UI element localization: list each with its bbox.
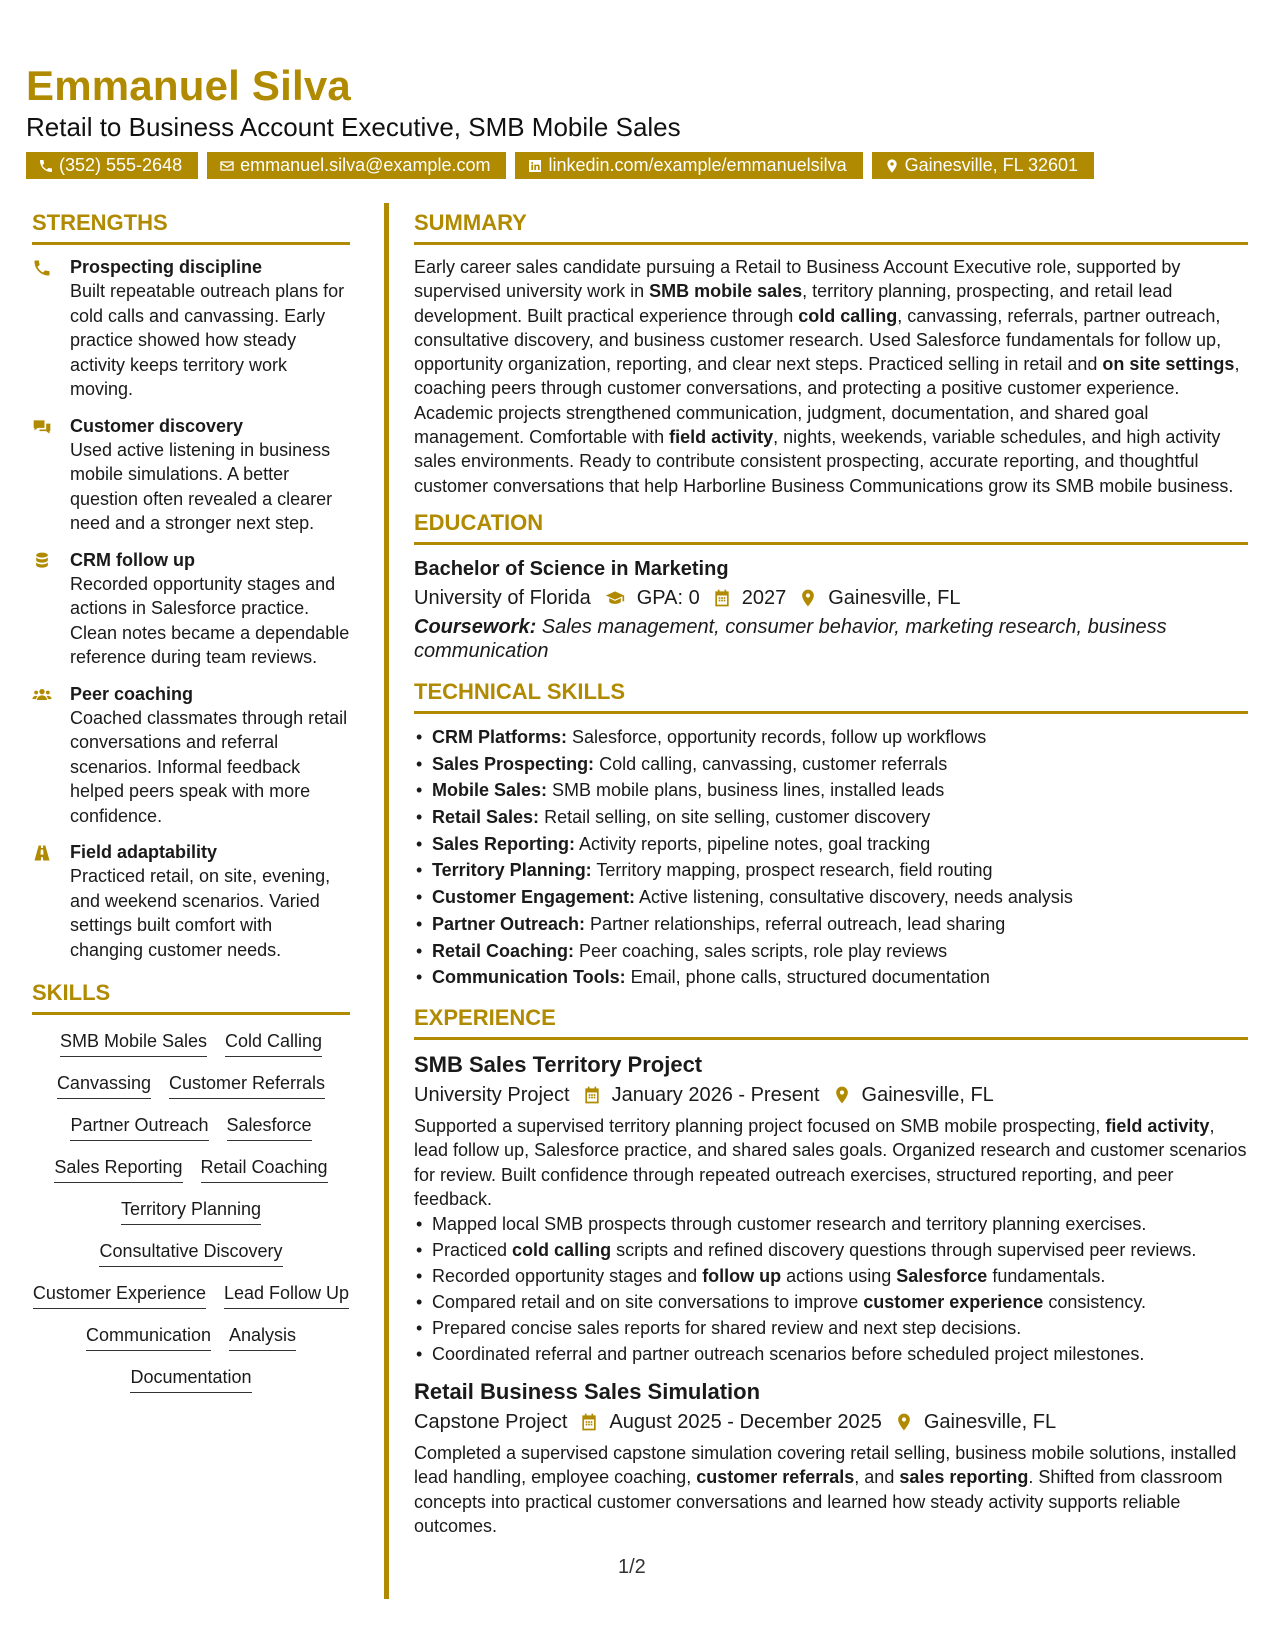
skills-list <box>32 1025 350 1393</box>
list-item: • Sales Reporting: Activity reports, pipeline notes, goal tracking <box>414 831 1248 858</box>
contact-bar <box>26 152 1094 179</box>
skill-tag: Customer Referrals <box>169 1071 325 1099</box>
strength-description: Recorded opportunity stages and actions in Salesforce practice. Clean notes became a dependable reference during team reviews. <box>70 573 350 667</box>
job-org: University Project <box>414 1084 570 1106</box>
skill-tag: Retail Coaching <box>201 1155 328 1183</box>
skill-tag: Communication <box>86 1323 211 1351</box>
strength-description: Coached classmates through retail conversations and referral scenarios. Informal feedback helped peers speak with more confidence. <box>70 707 348 826</box>
list-item: • Practiced cold calling scripts and refined discovery questions through supervised peer reviews. <box>414 1237 1248 1263</box>
strength-item <box>32 682 350 829</box>
strength-title: Peer coaching <box>70 683 194 704</box>
column-divider <box>384 203 389 1599</box>
envelope-icon <box>219 158 235 174</box>
degree-title: Bachelor of Science in Marketing <box>414 557 729 580</box>
school-name: University of Florida <box>414 586 591 609</box>
job-org: Capstone Project <box>414 1411 568 1434</box>
coursework <box>414 615 1248 663</box>
phone-icon <box>32 258 52 278</box>
skill-tag: Salesforce <box>227 1113 312 1141</box>
database-icon <box>32 551 52 571</box>
job-location: Gainesville, FL <box>923 1411 1057 1434</box>
left-column <box>32 210 350 1393</box>
contact-email[interactable] <box>207 152 506 179</box>
skill-tag: SMB Mobile Sales <box>60 1029 207 1057</box>
list-item: • Prepared concise sales reports for shared review and next step decisions. <box>414 1315 1248 1341</box>
experience-heading: EXPERIENCE <box>414 1005 1248 1040</box>
list-item: • Communication Tools: Email, phone calls, structured documentation <box>414 964 1248 991</box>
list-item: • Retail Coaching: Peer coaching, sales scripts, role play reviews <box>414 938 1248 965</box>
road-icon <box>32 843 52 863</box>
experience-entry <box>414 1377 1248 1538</box>
calendar-icon <box>582 1085 602 1105</box>
skill-tag: Documentation <box>130 1365 251 1393</box>
list-item: • Mapped local SMB prospects through customer research and territory planning exercises. <box>414 1211 1248 1237</box>
graduation-cap-icon <box>603 588 627 608</box>
contact-linkedin[interactable] <box>515 152 862 179</box>
skill-tag: Cold Calling <box>225 1029 322 1057</box>
job-dates: January 2026 - Present <box>611 1084 820 1106</box>
job-meta <box>414 1080 1248 1110</box>
strength-item <box>32 414 350 536</box>
skill-tag: Canvassing <box>57 1071 151 1099</box>
contact-phone-text: (352) 555-2648 <box>59 155 183 175</box>
list-item: • Retail Sales: Retail selling, on site selling, customer discovery <box>414 804 1248 831</box>
job-bullets <box>414 1211 1248 1367</box>
list-item: • Customer Engagement: Active listening, consultative discovery, needs analysis <box>414 884 1248 911</box>
users-icon <box>32 685 52 705</box>
candidate-headline: Retail to Business Account Executive, SMB Mobile Sales <box>26 112 681 142</box>
contact-linkedin-text: linkedin.com/example/emmanuelsilva <box>548 155 847 175</box>
list-item: • Territory Planning: Territory mapping, prospect research, field routing <box>414 857 1248 884</box>
skill-tag: Territory Planning <box>121 1197 261 1225</box>
calendar-icon <box>712 588 732 608</box>
comments-icon <box>32 417 52 437</box>
list-item: • Mobile Sales: SMB mobile plans, business lines, installed leads <box>414 777 1248 804</box>
strength-description: Built repeatable outreach plans for cold calls and canvassing. Early practice showed how steady activity keeps territory work moving. <box>70 281 345 399</box>
map-pin-icon <box>832 1085 852 1105</box>
linkedin-icon <box>527 158 543 174</box>
phone-icon <box>38 158 54 174</box>
job-description: Completed a supervised capstone simulation covering retail selling, business mobile solutions, installed lead handling, employee coaching, customer referrals, and sales reporting. Shifted from classroom concepts into practical customer conversations and learned how steady activity supports reliable outcomes. <box>414 1443 1237 1537</box>
skill-tag: Analysis <box>229 1323 296 1351</box>
skill-tag: Partner Outreach <box>70 1113 208 1141</box>
strength-item <box>32 840 350 962</box>
strength-title: Customer discovery <box>70 415 244 436</box>
list-item: • Partner Outreach: Partner relationships, referral outreach, lead sharing <box>414 911 1248 938</box>
strength-title: CRM follow up <box>70 549 195 570</box>
strengths-heading: STRENGTHS <box>32 210 350 245</box>
calendar-icon <box>579 1412 599 1432</box>
list-item: • Coordinated referral and partner outreach scenarios before scheduled project milestones. <box>414 1341 1248 1367</box>
strength-description: Practiced retail, on site, evening, and weekend scenarios. Varied settings built comfort with changing customer needs. <box>70 866 331 960</box>
job-meta <box>414 1407 1248 1437</box>
job-location: Gainesville, FL <box>861 1084 994 1106</box>
contact-location-text: Gainesville, FL 32601 <box>904 155 1079 175</box>
coursework-text: Sales management, consumer behavior, marketing research, business communication <box>414 615 1167 662</box>
contact-email-text: emmanuel.silva@example.com <box>240 155 491 175</box>
technical-skills-heading: TECHNICAL SKILLS <box>414 679 1248 714</box>
strength-item <box>32 548 350 670</box>
skill-tag: Customer Experience <box>33 1281 206 1309</box>
map-pin-icon <box>884 158 900 174</box>
strength-description: Used active listening in business mobile simulations. A better question often revealed a clearer need and a stronger next step. <box>70 439 333 533</box>
skill-tag: Consultative Discovery <box>99 1239 282 1267</box>
skill-tag: Lead Follow Up <box>224 1281 349 1309</box>
map-pin-icon <box>894 1412 914 1432</box>
list-item: • Sales Prospecting: Cold calling, canvassing, customer referrals <box>414 751 1248 778</box>
strength-item <box>32 255 350 402</box>
list-item: • Compared retail and on site conversations to improve customer experience consistency. <box>414 1289 1248 1315</box>
job-description: Supported a supervised territory planning project focused on SMB mobile prospecting, field activity, lead follow up, Salesforce practice, and shared sales goals. Organized research and customer scenarios for review. Built confidence through repeated outreach exercises, structured reporting, and peer feedback. <box>414 1116 1247 1209</box>
education-meta <box>414 583 1248 613</box>
list-item: • CRM Platforms: Salesforce, opportunity records, follow up workflows <box>414 724 1248 751</box>
skill-tag: Sales Reporting <box>54 1155 182 1183</box>
graduation-year: 2027 <box>741 586 787 609</box>
summary-heading: SUMMARY <box>414 210 1248 245</box>
technical-skills-list <box>414 724 1248 991</box>
education-location: Gainesville, FL <box>828 586 961 609</box>
list-item: • Recorded opportunity stages and follow up actions using Salesforce fundamentals. <box>414 1263 1248 1289</box>
right-column <box>414 210 1248 1538</box>
contact-phone[interactable] <box>26 152 198 179</box>
candidate-name: Emmanuel Silva <box>26 62 351 109</box>
job-title: Retail Business Sales Simulation <box>414 1379 761 1405</box>
experience-entry <box>414 1050 1248 1367</box>
page-number: 1/2 <box>618 1556 646 1578</box>
contact-location <box>872 152 1094 179</box>
gpa-value: GPA: 0 <box>636 586 700 609</box>
summary-text: Early career sales candidate pursuing a Retail to Business Account Executive role, supported by supervised university work in SMB mobile sales, territory planning, prospecting, and retail lead development. Built practical experience through cold calling, canvassing, referrals, partner outreach, consultative discovery, and business customer research. Used Salesforce fundamentals for follow up, opportunity organization, reporting, and clear next steps. Practiced selling in retail and on site settings, coaching peers through customer conversations, and protecting a positive customer experience. Academic projects strengthened communication, judgment, documentation, and shared goal management. Comfortable with field activity, nights, weekends, variable schedules, and high activity sales environments. Ready to contribute consistent prospecting, accurate reporting, and thoughtful customer conversations that help Harborline Business Communications grow its SMB mobile business. <box>414 257 1240 496</box>
education-heading: EDUCATION <box>414 510 1248 545</box>
strength-title: Field adaptability <box>70 842 218 862</box>
job-title: SMB Sales Territory Project <box>414 1052 703 1077</box>
coursework-label: Coursework: <box>414 615 537 638</box>
strength-title: Prospecting discipline <box>70 257 263 277</box>
map-pin-icon <box>798 588 818 608</box>
skills-heading: SKILLS <box>32 980 350 1015</box>
job-dates: August 2025 - December 2025 <box>609 1411 882 1434</box>
